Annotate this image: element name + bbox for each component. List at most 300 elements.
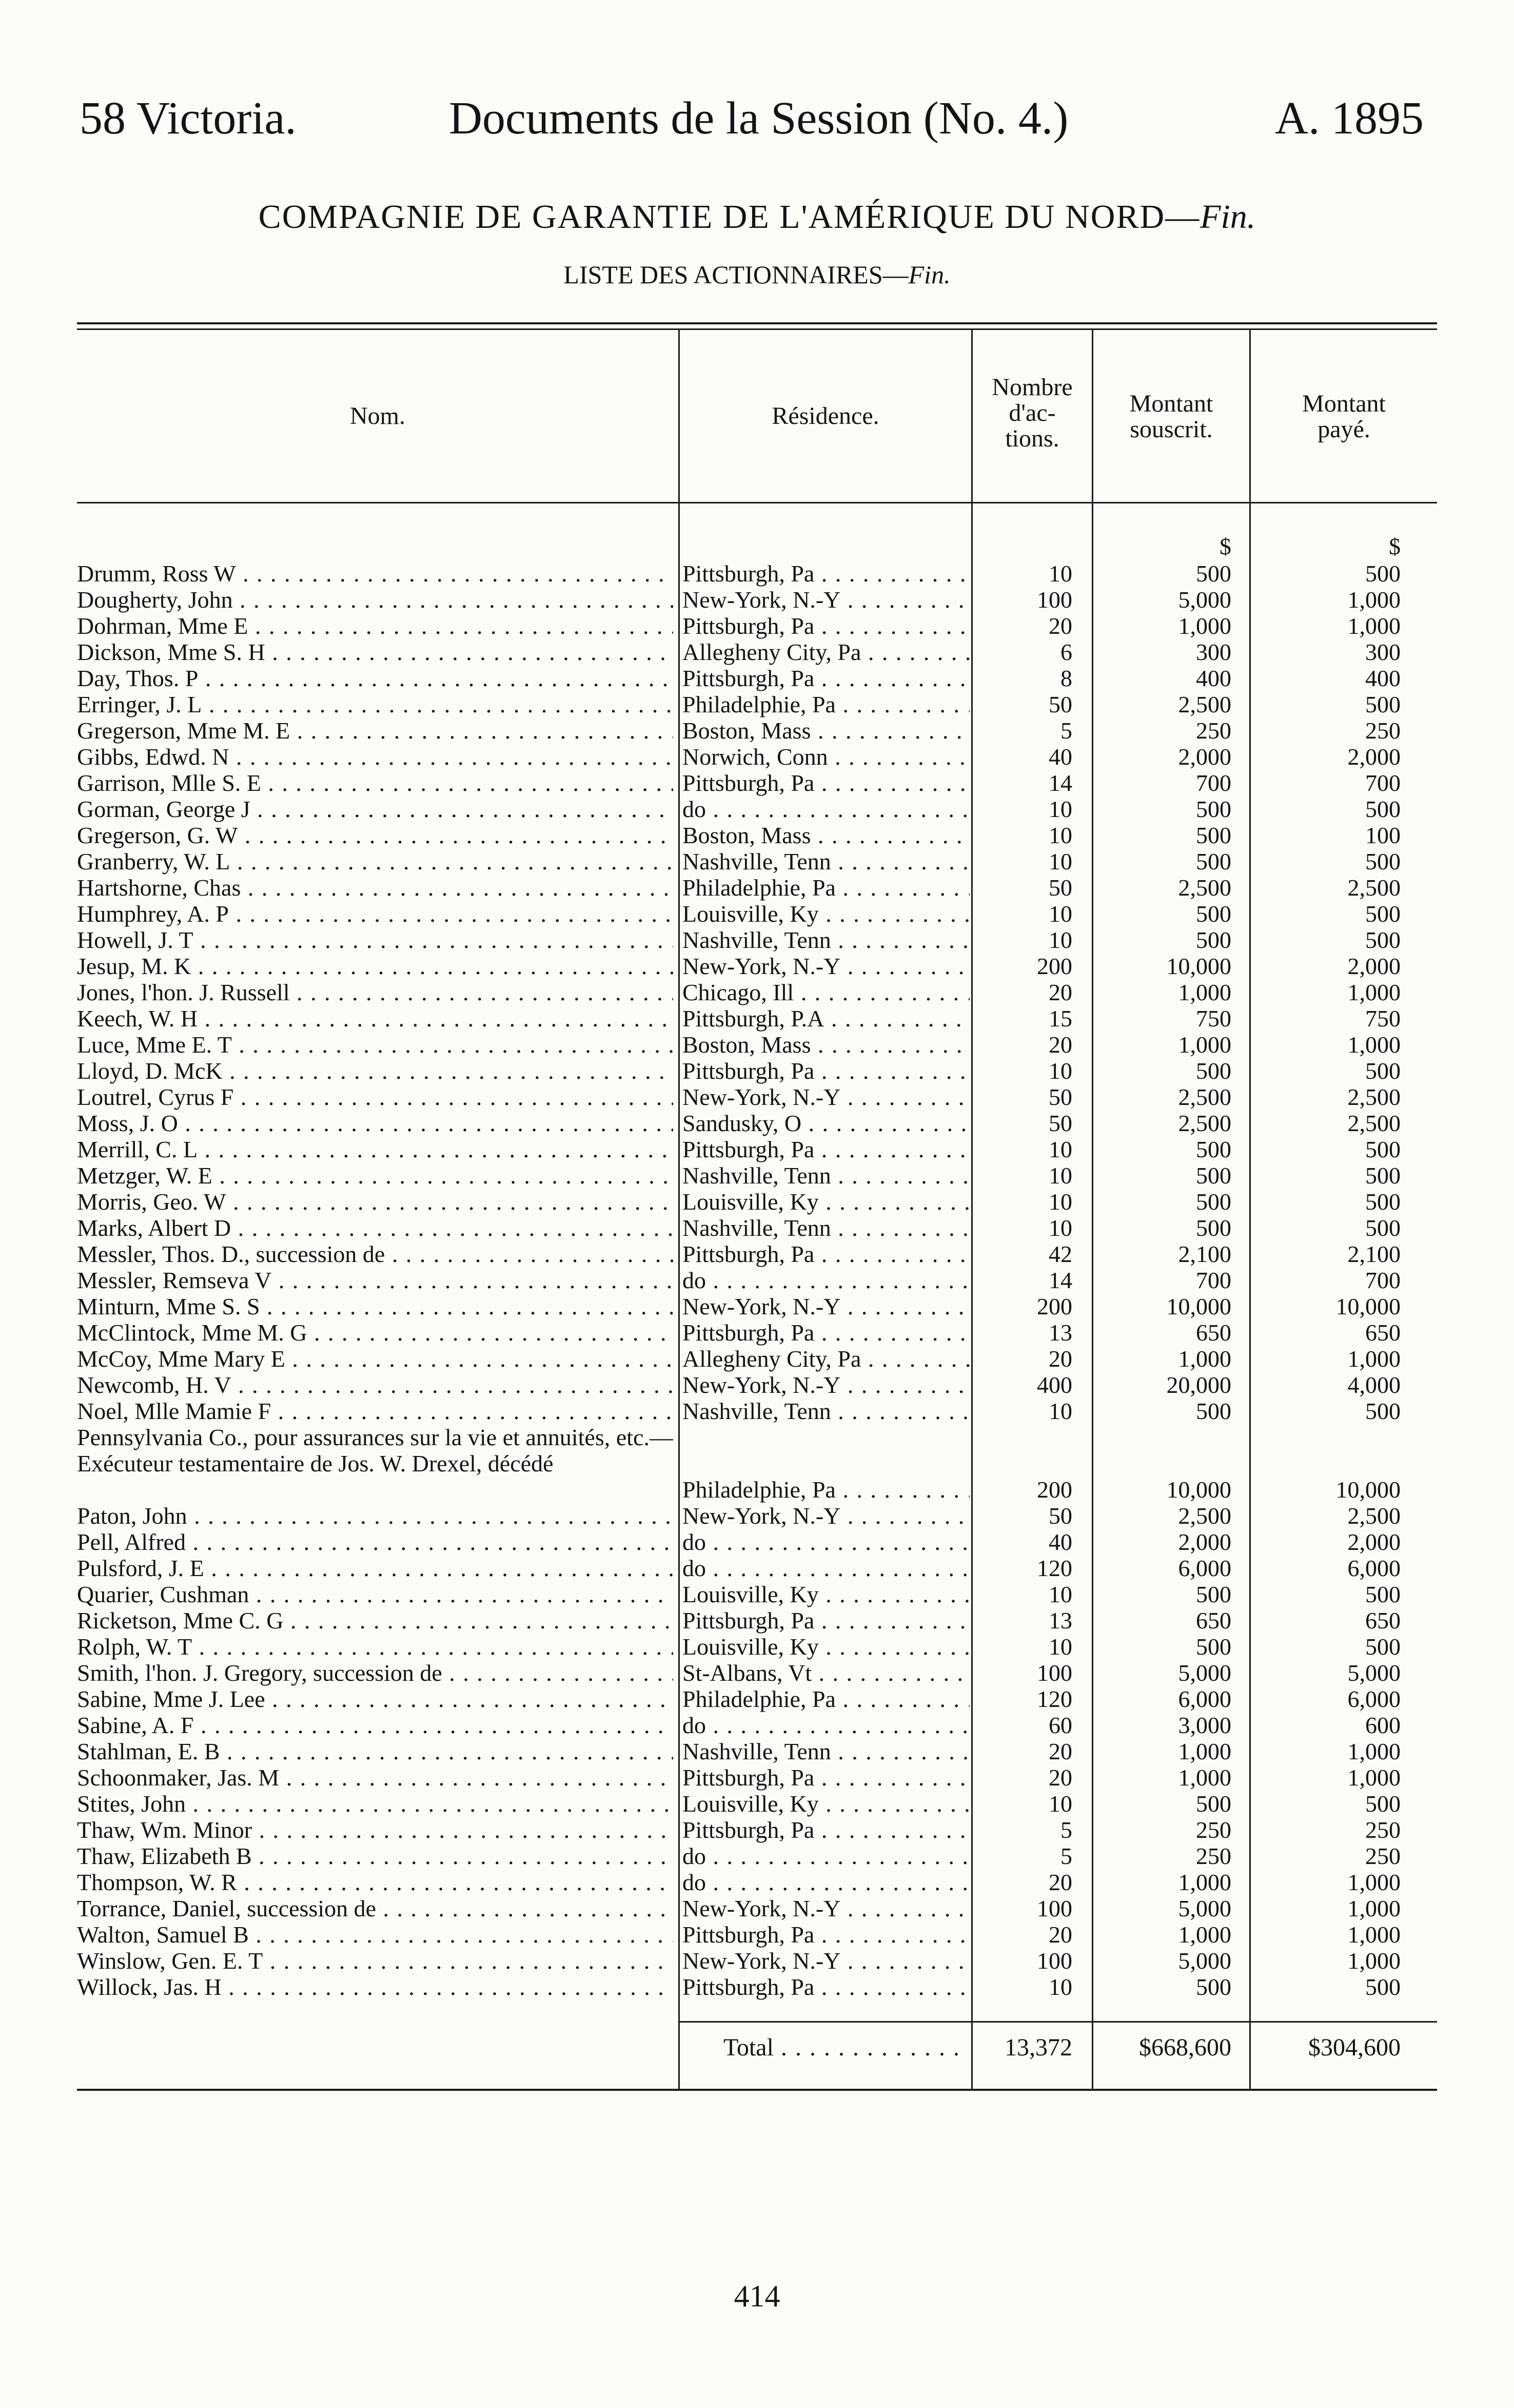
residence: Nashville, Tenn . . . [682, 1738, 970, 1764]
table-row [0, 1189, 1514, 1215]
total-top-rule [678, 2021, 1437, 2023]
residence: Pittsburgh, Pa . . . [682, 613, 970, 639]
amount-paid: 2,000 [1347, 953, 1401, 979]
share-count: 40 [1049, 744, 1072, 770]
table-row [0, 848, 1514, 875]
shareholder-name: Dohrman, Mme E . . . [77, 613, 673, 639]
amount-paid: 500 [1365, 848, 1401, 875]
shareholder-name: Pennsylvania Co., pour assurances sur la vie et annuités, etc.—Exécuteur testamentaire de Jos. W. Drexel, décédé [77, 1424, 673, 1477]
share-count: 10 [1049, 1058, 1072, 1084]
total-row [0, 2032, 1514, 2063]
share-count: 10 [1049, 1581, 1072, 1607]
amount-subscribed: 500 [1196, 1162, 1231, 1189]
share-count: 5 [1060, 717, 1072, 744]
share-count: 13 [1049, 1319, 1072, 1346]
amount-paid: 250 [1365, 717, 1401, 744]
amount-paid: 500 [1365, 1581, 1401, 1607]
col-header-montant-souscrit: Montant souscrit. [1129, 390, 1213, 443]
amount-subscribed: 2,500 [1178, 1084, 1231, 1110]
amount-paid: 4,000 [1347, 1372, 1401, 1398]
col-header-nombre: Nombre d'ac- tions. [992, 374, 1073, 452]
page-number: 414 [734, 2279, 780, 2313]
amount-paid: 2,000 [1347, 744, 1401, 770]
share-count: 10 [1049, 927, 1072, 953]
shareholder-name: Noel, Mlle Mamie F . . . [77, 1398, 673, 1424]
residence: Philadelphie, Pa . . . [682, 875, 970, 901]
table-row [0, 1267, 1514, 1293]
share-count: 5 [1060, 1843, 1072, 1869]
page-title [77, 194, 1437, 240]
shareholder-name: Day, Thos. P . . . [77, 665, 673, 691]
shareholder-name: Erringer, J. L . . . [77, 691, 673, 717]
amount-paid: 650 [1365, 1607, 1401, 1634]
share-count: 50 [1049, 1084, 1072, 1110]
shareholder-name: Garrison, Mlle S. E . . . [77, 770, 673, 796]
table-row [0, 1764, 1514, 1791]
amount-subscribed: 2,500 [1178, 1503, 1231, 1529]
shareholder-name: Drumm, Ross W . . . [77, 560, 673, 587]
shareholder-name: Torrance, Daniel, succession de . . . [77, 1895, 673, 1921]
residence: Nashville, Tenn . . . [682, 1162, 970, 1189]
amount-subscribed: 2,500 [1178, 875, 1231, 901]
share-count: 14 [1049, 1267, 1072, 1293]
shareholder-name: Quarier, Cushman . . . [77, 1581, 673, 1607]
shareholder-name: Sabine, A. F . . . [77, 1712, 673, 1738]
amount-subscribed: 2,500 [1178, 1110, 1231, 1136]
residence: Chicago, Ill . . . [682, 979, 970, 1005]
amount-subscribed: 500 [1196, 1398, 1231, 1424]
table-row [0, 1791, 1514, 1817]
amount-paid: 1,000 [1347, 587, 1401, 613]
amount-subscribed: 500 [1196, 927, 1231, 953]
share-count: 50 [1049, 1503, 1072, 1529]
table-row [0, 1319, 1514, 1346]
amount-subscribed: 1,000 [1178, 1869, 1231, 1895]
amount-subscribed: 500 [1196, 1791, 1231, 1817]
amount-subscribed: 5,000 [1178, 1948, 1231, 1974]
table-row [0, 587, 1514, 613]
share-count: 20 [1049, 1869, 1072, 1895]
share-count: 10 [1049, 1215, 1072, 1241]
amount-subscribed: 1,000 [1178, 1346, 1231, 1372]
residence: Nashville, Tenn . . . [682, 848, 970, 875]
shareholder-name: Lloyd, D. McK . . . [77, 1058, 673, 1084]
table-row [0, 1110, 1514, 1136]
amount-paid: 6,000 [1347, 1555, 1401, 1581]
residence: St-Albans, Vt . . . [682, 1660, 970, 1686]
share-count: 200 [1037, 1477, 1072, 1503]
residence: Pittsburgh, Pa . . . [682, 1921, 970, 1948]
amount-paid: 400 [1365, 665, 1401, 691]
residence: Pittsburgh, Pa . . . [682, 1764, 970, 1791]
amount-subscribed: 500 [1196, 1581, 1231, 1607]
residence: New-York, N.-Y . . . [682, 1895, 970, 1921]
shareholder-name: Jesup, M. K . . . [77, 953, 673, 979]
shareholder-name: McClintock, Mme M. G . . . [77, 1319, 673, 1346]
shareholder-name: Granberry, W. L . . . [77, 848, 673, 875]
residence: New-York, N.-Y . . . [682, 587, 970, 613]
shareholder-name: Gregerson, Mme M. E . . . [77, 717, 673, 744]
amount-subscribed: 500 [1196, 1058, 1231, 1084]
residence: do . . . [682, 1843, 970, 1869]
amount-paid: 10,000 [1335, 1293, 1401, 1319]
share-count: 200 [1037, 1293, 1072, 1319]
shareholder-name: Messler, Remseva V . . . [77, 1267, 673, 1293]
residence: Philadelphie, Pa . . . [682, 691, 970, 717]
amount-subscribed: 700 [1196, 1267, 1231, 1293]
amount-subscribed: 500 [1196, 1136, 1231, 1162]
table-row [0, 796, 1514, 822]
shareholder-name: Stites, John . . . [77, 1791, 673, 1817]
shareholder-name: Smith, l'hon. J. Gregory, succession de . . . [77, 1660, 673, 1686]
amount-paid: 500 [1365, 927, 1401, 953]
amount-paid: 1,000 [1347, 1869, 1401, 1895]
amount-paid: 100 [1365, 822, 1401, 848]
session-label: 58 Victoria. [80, 93, 297, 144]
residence: New-York, N.-Y . . . [682, 953, 970, 979]
list-title: LISTE DES ACTIONNAIRES— [563, 260, 909, 289]
amount-subscribed: 250 [1196, 1817, 1231, 1843]
shareholder-name: Keech, W. H . . . [77, 1005, 673, 1032]
share-count: 100 [1037, 1895, 1072, 1921]
table-row [0, 665, 1514, 691]
amount-subscribed: 650 [1196, 1319, 1231, 1346]
table-row [0, 744, 1514, 770]
amount-subscribed: 1,000 [1178, 1921, 1231, 1948]
total-nombre: 13,372 [1005, 2034, 1072, 2061]
amount-paid: 1,000 [1347, 1738, 1401, 1764]
amount-paid: 1,000 [1347, 613, 1401, 639]
amount-subscribed: 300 [1196, 639, 1231, 665]
col-header-montant-paye: Montant payé. [1302, 390, 1386, 443]
total-paye: $304,600 [1308, 2034, 1401, 2061]
residence: Pittsburgh, Pa . . . [682, 560, 970, 587]
share-count: 10 [1049, 901, 1072, 927]
amount-subscribed: 10,000 [1166, 1293, 1231, 1319]
amount-subscribed: 500 [1196, 848, 1231, 875]
table-row [0, 1634, 1514, 1660]
table-row [0, 1032, 1514, 1058]
share-count: 100 [1037, 587, 1072, 613]
share-count: 20 [1049, 613, 1072, 639]
amount-paid: 2,500 [1347, 1084, 1401, 1110]
subtitle-suffix: Fin. [908, 260, 951, 289]
table-row [0, 717, 1514, 744]
share-count: 100 [1037, 1948, 1072, 1974]
amount-paid: 500 [1365, 796, 1401, 822]
amount-subscribed: 500 [1196, 560, 1231, 587]
amount-subscribed: 5,000 [1178, 1660, 1231, 1686]
amount-paid: 500 [1365, 1189, 1401, 1215]
amount-subscribed: 3,000 [1178, 1712, 1231, 1738]
share-count: 20 [1049, 1921, 1072, 1948]
table-top-rule [77, 322, 1437, 324]
table-row [0, 1398, 1514, 1424]
shareholder-name: Thompson, W. R . . . [77, 1869, 673, 1895]
table-row [0, 1843, 1514, 1869]
shareholder-name: Willock, Jas. H . . . [77, 1974, 673, 2000]
amount-subscribed: 1,000 [1178, 1738, 1231, 1764]
amount-paid: 2,000 [1347, 1529, 1401, 1555]
amount-subscribed: 20,000 [1166, 1372, 1231, 1398]
amount-subscribed: 1,000 [1178, 613, 1231, 639]
share-count: 15 [1049, 1005, 1072, 1032]
residence: New-York, N.-Y . . . [682, 1948, 970, 1974]
residence: Sandusky, O . . . [682, 1110, 970, 1136]
table-row [0, 1581, 1514, 1607]
table-row [0, 1162, 1514, 1189]
residence: Louisville, Ky . . . [682, 1189, 970, 1215]
amount-subscribed: 500 [1196, 1189, 1231, 1215]
table-row [0, 1136, 1514, 1162]
table-row [0, 613, 1514, 639]
amount-paid: 500 [1365, 1974, 1401, 2000]
amount-paid: 5,000 [1347, 1660, 1401, 1686]
table-bottom-rule [77, 2089, 1437, 2091]
residence: do . . . [682, 1555, 970, 1581]
shareholder-name: Thaw, Wm. Minor . . . [77, 1817, 673, 1843]
table-row [0, 1869, 1514, 1895]
share-count: 50 [1049, 875, 1072, 901]
share-count: 10 [1049, 796, 1072, 822]
share-count: 13 [1049, 1607, 1072, 1634]
shareholder-name: Walton, Samuel B . . . [77, 1921, 673, 1948]
table-row [0, 1895, 1514, 1921]
shareholder-table [0, 560, 1514, 2000]
table-row [0, 1058, 1514, 1084]
residence: Pittsburgh, Pa . . . [682, 1974, 970, 2000]
amount-paid: 500 [1365, 1634, 1401, 1660]
year-label: A. 1895 [1275, 93, 1424, 144]
residence: Nashville, Tenn . . . [682, 1215, 970, 1241]
share-count: 20 [1049, 1764, 1072, 1791]
share-count: 20 [1049, 1738, 1072, 1764]
amount-subscribed: 10,000 [1166, 1477, 1231, 1503]
amount-paid: 1,000 [1347, 1895, 1401, 1921]
amount-subscribed: 2,500 [1178, 691, 1231, 717]
table-row [0, 1084, 1514, 1110]
share-count: 14 [1049, 770, 1072, 796]
amount-paid: 1,000 [1347, 1764, 1401, 1791]
table-row [0, 1241, 1514, 1267]
shareholder-name: Jones, l'hon. J. Russell . . . [77, 979, 673, 1005]
table-row [0, 1372, 1514, 1398]
residence: Pittsburgh, Pa . . . [682, 1136, 970, 1162]
residence: Boston, Mass . . . [682, 1032, 970, 1058]
table-row [0, 901, 1514, 927]
share-count: 120 [1037, 1555, 1072, 1581]
residence: Louisville, Ky . . . [682, 1581, 970, 1607]
amount-paid: 650 [1365, 1319, 1401, 1346]
amount-subscribed: 650 [1196, 1607, 1231, 1634]
share-count: 10 [1049, 1974, 1072, 2000]
table-row [0, 822, 1514, 848]
amount-paid: 500 [1365, 1058, 1401, 1084]
share-count: 42 [1049, 1241, 1072, 1267]
title-suffix: Fin. [1200, 198, 1256, 236]
table-row [0, 560, 1514, 587]
amount-subscribed: 500 [1196, 822, 1231, 848]
residence: Louisville, Ky . . . [682, 901, 970, 927]
total-souscrit: $668,600 [1139, 2034, 1231, 2061]
amount-paid: 750 [1365, 1005, 1401, 1032]
amount-subscribed: 10,000 [1166, 953, 1231, 979]
amount-paid: 700 [1365, 1267, 1401, 1293]
residence: Boston, Mass . . . [682, 822, 970, 848]
table-row [0, 1948, 1514, 1974]
amount-paid: 250 [1365, 1843, 1401, 1869]
company-name: COMPAGNIE DE GARANTIE DE L'AMÉRIQUE DU NORD— [258, 198, 1201, 236]
page-subtitle [77, 257, 1437, 293]
shareholder-name: Metzger, W. E . . . [77, 1162, 673, 1189]
shareholder-name: Gorman, George J . . . [77, 796, 673, 822]
residence: New-York, N.-Y . . . [682, 1372, 970, 1398]
amount-paid: 1,000 [1347, 1948, 1401, 1974]
table-row [0, 1503, 1514, 1529]
residence: Louisville, Ky . . . [682, 1791, 970, 1817]
residence: Pittsburgh, Pa . . . [682, 1241, 970, 1267]
running-header [80, 90, 1424, 147]
amount-subscribed: 2,100 [1178, 1241, 1231, 1267]
total-label: Total . . . [723, 2032, 959, 2063]
amount-subscribed: 5,000 [1178, 1895, 1231, 1921]
shareholder-name: Dougherty, John . . . [77, 587, 673, 613]
amount-paid: 1,000 [1347, 1032, 1401, 1058]
share-count: 20 [1049, 979, 1072, 1005]
shareholder-name: Messler, Thos. D., succession de . . . [77, 1241, 673, 1267]
table-row [0, 953, 1514, 979]
document-title: Documents de la Session (No. 4.) [449, 93, 1069, 144]
shareholder-name: Gregerson, G. W . . . [77, 822, 673, 848]
amount-subscribed: 1,000 [1178, 1032, 1231, 1058]
residence: Nashville, Tenn . . . [682, 927, 970, 953]
amount-paid: 700 [1365, 770, 1401, 796]
residence: do . . . [682, 1267, 970, 1293]
shareholder-name: Merrill, C. L . . . [77, 1136, 673, 1162]
amount-subscribed: 400 [1196, 665, 1231, 691]
table-row [0, 1607, 1514, 1634]
shareholder-name: Schoonmaker, Jas. M . . . [77, 1764, 673, 1791]
amount-subscribed: 2,000 [1178, 1529, 1231, 1555]
residence: do . . . [682, 1712, 970, 1738]
share-count: 10 [1049, 1189, 1072, 1215]
amount-paid: 6,000 [1347, 1686, 1401, 1712]
shareholder-name: Rolph, W. T . . . [77, 1634, 673, 1660]
share-count: 10 [1049, 1791, 1072, 1817]
amount-paid: 1,000 [1347, 1346, 1401, 1372]
amount-subscribed: 6,000 [1178, 1686, 1231, 1712]
table-row [0, 1817, 1514, 1843]
amount-paid: 250 [1365, 1817, 1401, 1843]
share-count: 20 [1049, 1346, 1072, 1372]
table-row [0, 639, 1514, 665]
shareholder-name: Ricketson, Mme C. G . . . [77, 1607, 673, 1634]
amount-paid: 500 [1365, 1136, 1401, 1162]
amount-subscribed: 5,000 [1178, 587, 1231, 613]
residence: Louisville, Ky . . . [682, 1634, 970, 1660]
residence: Pittsburgh, Pa . . . [682, 770, 970, 796]
table-row [0, 1293, 1514, 1319]
currency-souscrit: $ [1220, 533, 1231, 559]
share-count: 6 [1060, 639, 1072, 665]
amount-paid: 500 [1365, 901, 1401, 927]
table-row [0, 1738, 1514, 1764]
amount-paid: 600 [1365, 1712, 1401, 1738]
shareholder-name: Humphrey, A. P . . . [77, 901, 673, 927]
shareholder-name: McCoy, Mme Mary E . . . [77, 1346, 673, 1372]
shareholder-name: Marks, Albert D . . . [77, 1215, 673, 1241]
table-row [0, 1346, 1514, 1372]
amount-paid: 1,000 [1347, 979, 1401, 1005]
amount-subscribed: 500 [1196, 1974, 1231, 2000]
share-count: 8 [1060, 665, 1072, 691]
table-row [0, 1686, 1514, 1712]
residence: Norwich, Conn . . . [682, 744, 970, 770]
amount-paid: 300 [1365, 639, 1401, 665]
shareholder-name: Newcomb, H. V . . . [77, 1372, 673, 1398]
shareholder-name: Morris, Geo. W . . . [77, 1189, 673, 1215]
share-count: 5 [1060, 1817, 1072, 1843]
table-row [0, 1215, 1514, 1241]
currency-paye: $ [1389, 533, 1401, 559]
residence: New-York, N.-Y . . . [682, 1503, 970, 1529]
amount-subscribed: 500 [1196, 1634, 1231, 1660]
residence: Allegheny City, Pa . . . [682, 1346, 970, 1372]
share-count: 10 [1049, 560, 1072, 587]
amount-paid: 2,500 [1347, 875, 1401, 901]
shareholder-name: Sabine, Mme J. Lee . . . [77, 1686, 673, 1712]
residence: Pittsburgh, P.A . . . [682, 1005, 970, 1032]
amount-paid: 10,000 [1335, 1477, 1401, 1503]
amount-paid: 500 [1365, 560, 1401, 587]
share-count: 10 [1049, 1136, 1072, 1162]
amount-subscribed: 2,000 [1178, 744, 1231, 770]
shareholder-name: Pulsford, J. E . . . [77, 1555, 673, 1581]
share-count: 60 [1049, 1712, 1072, 1738]
share-count: 10 [1049, 848, 1072, 875]
amount-paid: 500 [1365, 1215, 1401, 1241]
shareholder-name: Paton, John . . . [77, 1503, 673, 1529]
table-row [0, 1529, 1514, 1555]
share-count: 200 [1037, 953, 1072, 979]
shareholder-name: Moss, J. O . . . [77, 1110, 673, 1136]
amount-subscribed: 500 [1196, 796, 1231, 822]
amount-subscribed: 700 [1196, 770, 1231, 796]
table-row [0, 1712, 1514, 1738]
amount-subscribed: 1,000 [1178, 1764, 1231, 1791]
shareholder-name: Loutrel, Cyrus F . . . [77, 1084, 673, 1110]
residence: Philadelphie, Pa . . . [682, 1686, 970, 1712]
amount-paid: 500 [1365, 1398, 1401, 1424]
amount-subscribed: 750 [1196, 1005, 1231, 1032]
table-top-rule-2 [77, 328, 1437, 330]
shareholder-name: Hartshorne, Chas . . . [77, 875, 673, 901]
table-row [0, 875, 1514, 901]
header-bottom-rule [77, 502, 1437, 503]
shareholder-name: Winslow, Gen. E. T . . . [77, 1948, 673, 1974]
amount-paid: 1,000 [1347, 1921, 1401, 1948]
residence: New-York, N.-Y . . . [682, 1084, 970, 1110]
shareholder-name: Thaw, Elizabeth B . . . [77, 1843, 673, 1869]
amount-subscribed: 500 [1196, 901, 1231, 927]
amount-subscribed: 1,000 [1178, 979, 1231, 1005]
table-row [0, 927, 1514, 953]
shareholder-name: Dickson, Mme S. H . . . [77, 639, 673, 665]
residence: Pittsburgh, Pa . . . [682, 1817, 970, 1843]
amount-paid: 500 [1365, 691, 1401, 717]
col-header-residence: Résidence. [772, 402, 879, 430]
share-count: 10 [1049, 1398, 1072, 1424]
